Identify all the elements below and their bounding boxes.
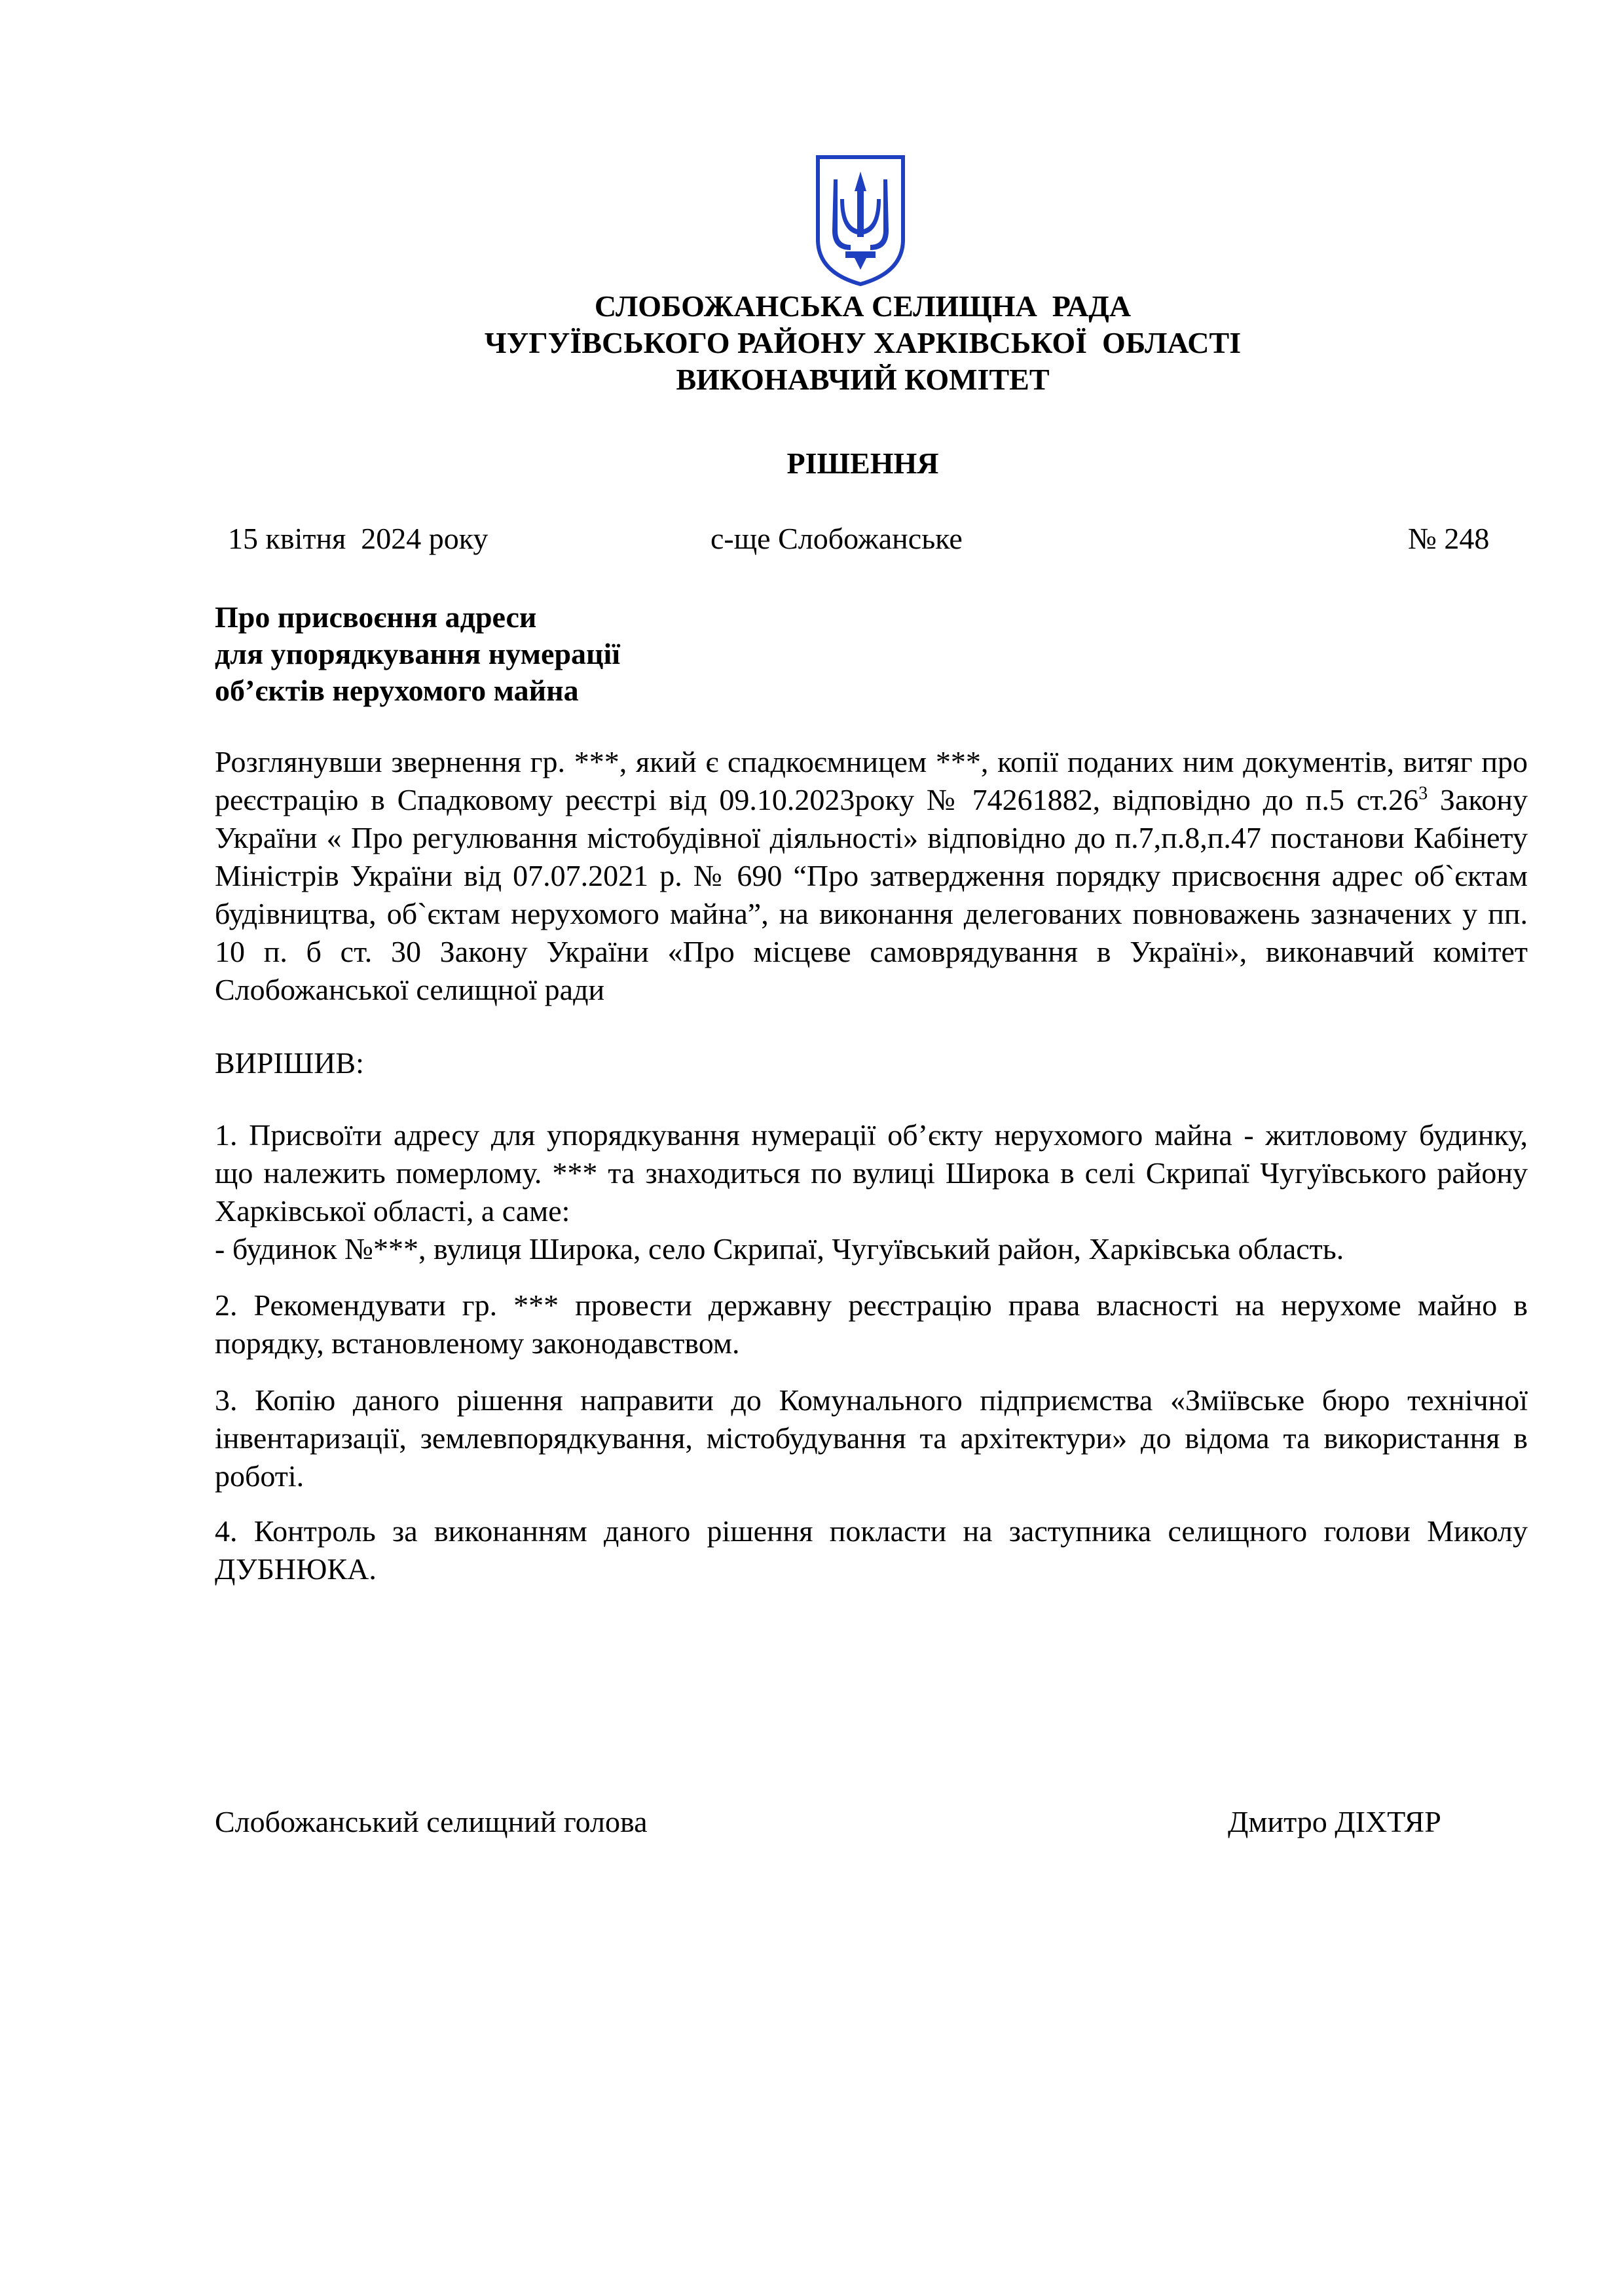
header-executive-committee: ВИКОНАВЧИЙ КОМІТЕТ bbox=[676, 363, 1050, 396]
preamble-text-part2: Закону України « Про регулювання містобудівної діяльності» відповідно до п.7,п.8,п.47 постанови Кабінету Міністрів України від 07.07.2021 р. № 690 “Про затвердження порядку присвоєння адрес об`єктам будівництва, об`єктам нерухомого майна”, на виконання делегованих повноважень зазначених у пп. 10 п. б ст. 30 Закону України «Про місцеве самоврядування в Україні», виконавчий комітет Слобожанської селищної ради bbox=[215, 783, 1528, 1006]
decision-item-3: 3. Копію даного рішення направити до Комунального підприємства «Зміївське бюро технічної інвентаризації, землевпорядкування, містобудування та архітектури» до відома та використання в роботі. bbox=[215, 1383, 1528, 1493]
decision-item-4: 4. Контроль за виконанням даного рішення покласти на заступника селищного голови Миколу ДУБНЮКА. bbox=[215, 1514, 1528, 1586]
preamble-text-part1: Розглянувши звернення гр. ***, який є спадкоємницем ***, копії поданих ним документів, витяг про реєстрацію в Спадковому реєстрі від 09.10.2023року № 74261882, відповідно до п.5 ст.26 bbox=[215, 745, 1528, 816]
subject-line: об’єктів нерухомого майна bbox=[215, 674, 579, 707]
preamble-paragraph bbox=[215, 743, 1528, 1009]
issuer-header bbox=[0, 288, 1624, 398]
header-council-name: СЛОБОЖАНСЬКА СЕЛИЩНА РАДА bbox=[594, 289, 1132, 323]
coat-of-arms-icon bbox=[814, 153, 907, 287]
decision-subject bbox=[215, 599, 620, 709]
subject-line: для упорядкування нумерації bbox=[215, 637, 621, 670]
item-1-address: - будинок №***, вулиця Широка, село Скрипаї, Чугуївський район, Харківська область. bbox=[215, 1232, 1344, 1266]
decision-item-1 bbox=[215, 1116, 1528, 1268]
decision-number: № 248 bbox=[1408, 522, 1490, 555]
decision-item-2: 2. Рекомендувати гр. *** провести державну реєстрацію права власності на нерухоме майно в порядку, встановленому законодавством. bbox=[215, 1288, 1528, 1360]
item-1-text: 1. Присвоїти адресу для упорядкування нумерації об’єкту нерухомого майна - житловому будинку, що належить померлому. *** та знаходиться по вулиці Широка в селі Скрипаї Чугуївського району Харківської області, а саме: bbox=[215, 1118, 1528, 1228]
preamble-superscript: 3 bbox=[1418, 783, 1428, 804]
subject-line: Про присвоєння адреси bbox=[215, 600, 537, 634]
decision-place: с-ще Слобожанське bbox=[710, 522, 963, 555]
decision-date: 15 квітня 2024 року bbox=[228, 522, 489, 555]
signatory-name: Дмитро ДІХТЯР bbox=[1228, 1805, 1441, 1838]
signatory-title: Слобожанський селищний голова bbox=[215, 1805, 648, 1838]
resolved-heading: ВИРІШИВ: bbox=[215, 1046, 364, 1080]
document-type: РІШЕННЯ bbox=[786, 446, 939, 480]
header-district: ЧУГУЇВСЬКОГО РАЙОНУ ХАРКІВСЬКОЇ ОБЛАСТІ bbox=[484, 326, 1242, 359]
